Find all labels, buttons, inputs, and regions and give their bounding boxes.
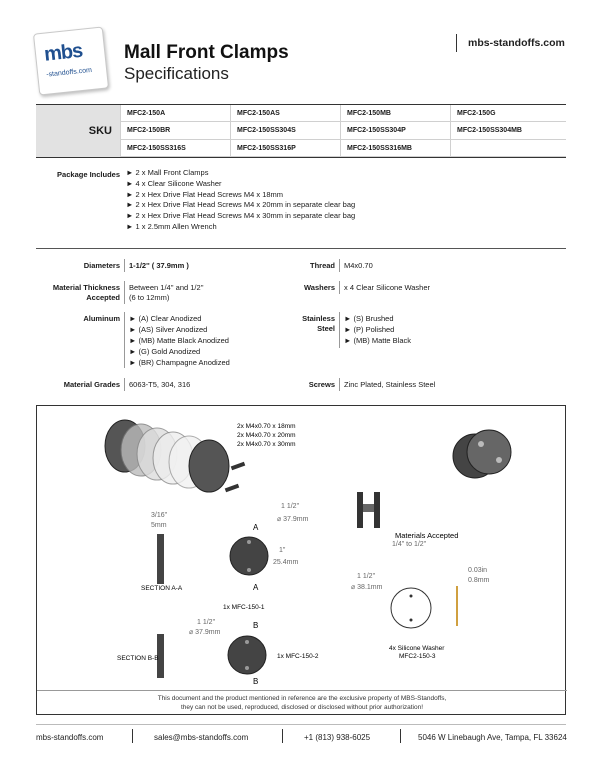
finish-item: ► (A) Clear Anodized xyxy=(129,314,202,323)
disclaimer xyxy=(37,694,567,712)
footer-separator xyxy=(400,729,401,743)
clamp-side-plate xyxy=(357,492,363,528)
package-item: ► 4 x Clear Silicone Washer xyxy=(126,178,222,188)
section-aa-profile xyxy=(157,534,164,584)
dim2-diameter-in: 1 1/2" xyxy=(197,619,216,626)
diameters-label: Diameters xyxy=(83,261,120,270)
package-item: ► 2 x Mall Front Clamps xyxy=(126,168,209,177)
dim-thickness-mm: 0.8mm xyxy=(468,577,490,584)
sku-cell xyxy=(450,140,566,157)
dim-3-16-in: 3/16" xyxy=(151,512,168,519)
diameters-value: 1-1/2'' ( 37.9mm ) xyxy=(129,261,189,270)
sku-table xyxy=(36,104,566,158)
sku-cell: MFC2-150AS xyxy=(230,105,340,122)
label-bar xyxy=(124,378,125,391)
sku-cell: MFC2-150SS316P xyxy=(230,140,340,157)
dim-3-16-mm: 5mm xyxy=(151,522,167,529)
section-a-marker: A xyxy=(253,583,259,592)
screws-value: Zinc Plated, Stainless Steel xyxy=(344,380,436,389)
label-bar xyxy=(124,259,125,272)
footer-separator xyxy=(282,729,283,743)
logo-subtext: -standoffs.com xyxy=(45,66,93,79)
finish-item: ► (AS) Silver Anodized xyxy=(129,325,208,334)
finish-item: ► (MB) Matte Black xyxy=(344,336,412,345)
sku-cell: MFC2-150BR xyxy=(120,122,230,139)
dim-washer-in: 1 1/2" xyxy=(357,573,376,580)
screw-hole xyxy=(247,540,251,544)
section-b-marker: B xyxy=(253,677,259,686)
thickness-label-line: Material Thickness xyxy=(52,283,120,292)
washer-hole xyxy=(410,595,413,598)
washers-value: x 4 Clear Silicone Washer xyxy=(344,283,431,292)
dim-washer-mm: ⌀ 38.1mm xyxy=(351,584,383,591)
thickness-label-line: Accepted xyxy=(86,293,120,302)
screws-note-line: 2x M4x0.70 x 18mm xyxy=(237,423,296,430)
footer-phone-link[interactable]: +1 (813) 938-6025 xyxy=(304,733,371,742)
finish-item: ► (MB) Matte Black Anodized xyxy=(129,336,229,345)
aluminum-finish-list xyxy=(129,313,230,368)
sku-cell: MFC2-150SS316S xyxy=(120,140,230,157)
screws-note-line: 2x M4x0.70 x 30mm xyxy=(237,441,296,448)
sku-header-cell xyxy=(36,105,120,157)
package-item: ► 2 x Hex Drive Flat Head Screws M4 x 18mm xyxy=(126,189,284,199)
dim-1-mm: 25.4mm xyxy=(273,559,299,566)
clamp-side-plate xyxy=(374,492,380,528)
label-bar xyxy=(124,281,125,304)
part-1-label: 1x MFC-150-1 xyxy=(223,604,265,611)
sku-cell: MFC2-150SS304MB xyxy=(450,122,566,139)
silicone-washer-disc xyxy=(391,588,431,628)
washer-hole xyxy=(410,619,413,622)
company-logo xyxy=(33,27,109,96)
header-website-link[interactable]: mbs-standoffs.com xyxy=(468,37,565,49)
grades-label: Material Grades xyxy=(63,380,120,389)
finish-item: ► (BR) Champagne Anodized xyxy=(129,358,230,367)
sku-cell: MFC2-150A xyxy=(120,105,230,122)
washer-part-number: MFC2-150-3 xyxy=(399,653,436,660)
label-bar xyxy=(339,259,340,272)
screws-label: Screws xyxy=(308,380,335,389)
clamp-side-spacer xyxy=(363,504,374,512)
technical-drawing xyxy=(36,405,566,715)
screw-hole xyxy=(247,568,251,572)
finish-item: ► (G) Gold Anodized xyxy=(129,347,201,356)
screws-note-line: 2x M4x0.70 x 20mm xyxy=(237,432,296,439)
section-a-marker: A xyxy=(253,523,259,532)
footer-divider xyxy=(36,724,566,725)
finish-item: ► (P) Polished xyxy=(344,325,395,334)
footer-separator xyxy=(132,729,133,743)
page-title: Mall Front Clamps xyxy=(124,42,289,63)
package-item: ► 2 x Hex Drive Flat Head Screws M4 x 20mm in separate clear bag xyxy=(126,200,356,210)
disclaimer-divider xyxy=(37,690,567,691)
sku-grid xyxy=(120,105,566,157)
disclaimer-line: they can not be used, reproduced, disclosed or disclosed without prior authorization! xyxy=(180,704,424,711)
finish-item: ► (S) Brushed xyxy=(344,314,394,323)
label-bar xyxy=(339,281,340,294)
materials-accepted-label: Materials Accepted xyxy=(395,531,459,540)
aluminum-label: Aluminum xyxy=(83,314,120,323)
thickness-label xyxy=(36,283,120,303)
label-bar xyxy=(339,378,340,391)
sku-cell: MFC2-150SS316MB xyxy=(340,140,450,157)
stainless-finish-list xyxy=(344,313,411,346)
section-divider xyxy=(36,248,566,249)
section-bb-label: SECTION B-B xyxy=(117,655,159,662)
sku-cell: MFC2-150SS304S xyxy=(230,122,340,139)
footer-address: 5046 W Linebaugh Ave, Tampa, FL 33624 xyxy=(418,733,567,742)
thickness-value-line: Between 1/4'' and 1/2'' xyxy=(129,283,204,292)
sku-cell: MFC2-150SS304P xyxy=(340,122,450,139)
washer-label: 4x Silicone Washer xyxy=(389,645,445,652)
sku-cell: MFC2-150G xyxy=(450,105,566,122)
page-subtitle: Specifications xyxy=(124,64,229,83)
logo-mark: mbs xyxy=(43,39,84,66)
package-list xyxy=(126,168,355,233)
dim-diameter-in: 1 1/2" xyxy=(281,503,300,510)
materials-range-value: 1/4" to 1/2" xyxy=(392,541,427,548)
section-aa-label: SECTION A-A xyxy=(141,585,183,592)
footer-website-link[interactable]: mbs-standoffs.com xyxy=(36,733,104,742)
dim-diameter-mm: ⌀ 37.9mm xyxy=(277,516,309,523)
disclaimer-line: This document and the product mentioned in reference are the exclusive property of MBS-Standoffs, xyxy=(157,695,447,702)
assembled-clamp-illustration xyxy=(453,430,511,478)
label-bar xyxy=(339,312,340,348)
thread-value: M4x0.70 xyxy=(344,261,373,270)
part-2-label: 1x MFC-150-2 xyxy=(277,653,319,660)
stainless-label xyxy=(250,314,335,334)
stainless-label-line: Stainless xyxy=(302,314,335,323)
sku-label: SKU xyxy=(88,125,112,137)
screw-hole xyxy=(245,666,249,670)
section-b-marker: B xyxy=(253,621,259,630)
exploded-assembly-illustration xyxy=(105,420,245,492)
header-divider xyxy=(456,34,457,52)
stainless-label-line: Steel xyxy=(317,324,335,333)
sku-cell: MFC2-150MB xyxy=(340,105,450,122)
thread-label: Thread xyxy=(309,261,335,270)
dim-1-in: 1" xyxy=(279,547,286,554)
drawing-canvas xyxy=(37,406,567,690)
package-label: Package Includes xyxy=(57,170,120,179)
footer-email-link[interactable]: sales@mbs-standoffs.com xyxy=(154,733,249,742)
thickness-value-line: (6 to 12mm) xyxy=(129,293,170,302)
dim-thickness-in: 0.03in xyxy=(468,567,488,574)
washers-label: Washers xyxy=(304,283,335,292)
thickness-value xyxy=(129,283,204,303)
package-item: ► 2 x Hex Drive Flat Head Screws M4 x 30mm in separate clear bag xyxy=(126,211,356,221)
package-item: ► 1 x 2.5mm Allen Wrench xyxy=(126,221,217,231)
dim2-diameter-mm: ⌀ 37.9mm xyxy=(189,629,221,636)
screw-hole xyxy=(245,640,249,644)
label-bar xyxy=(124,312,125,368)
grades-value: 6063-T5, 304, 316 xyxy=(129,380,191,389)
